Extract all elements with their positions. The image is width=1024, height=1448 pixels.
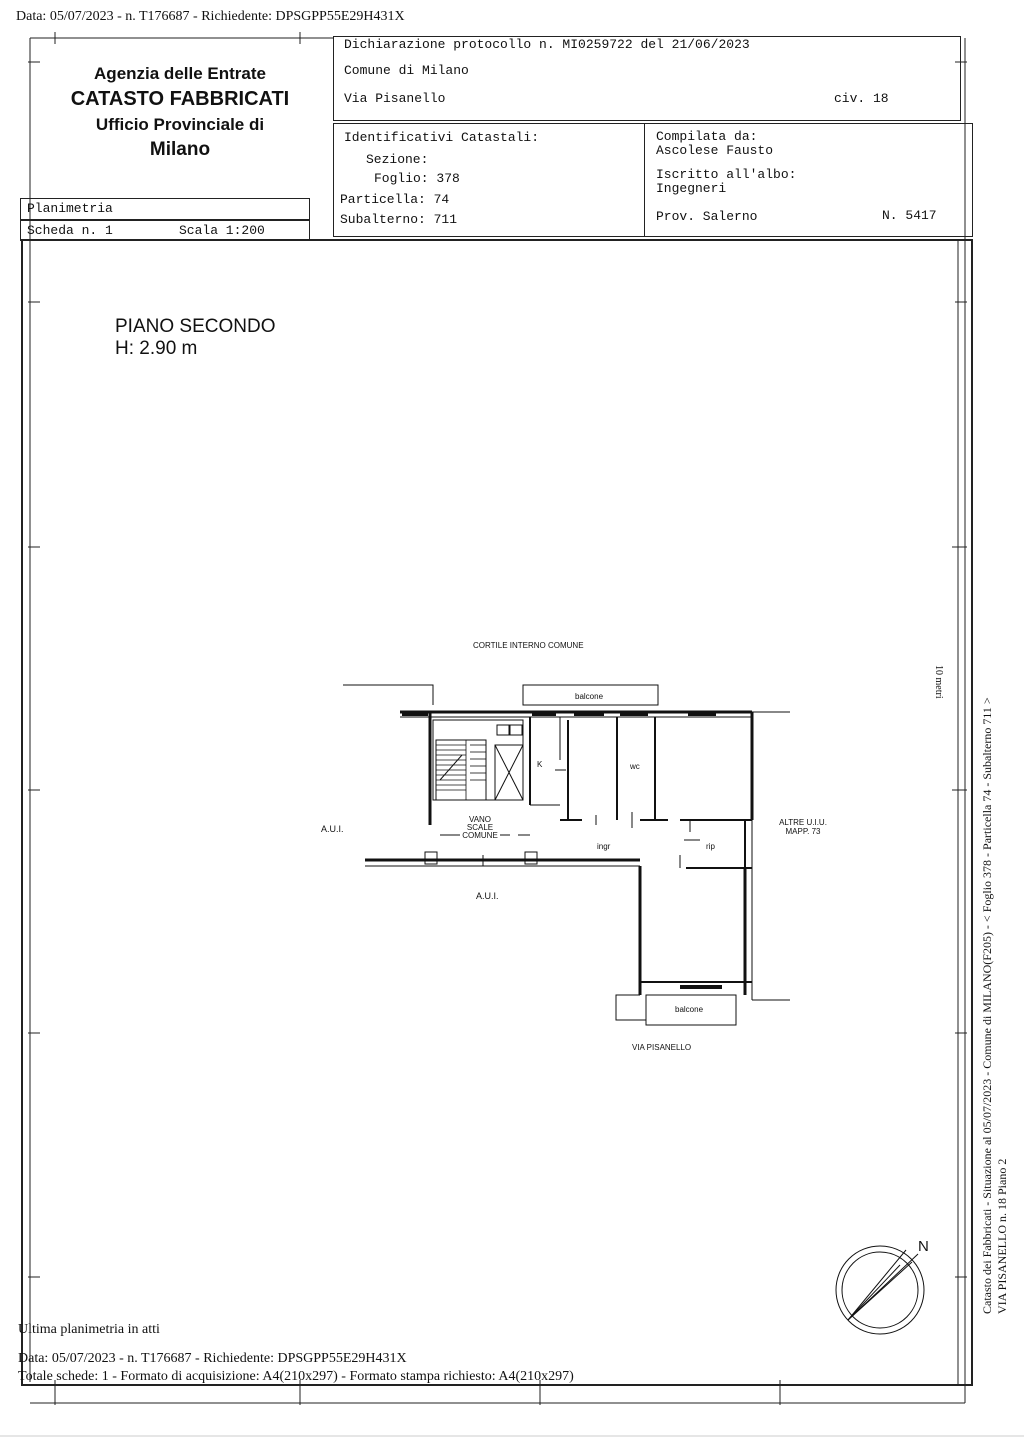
header-request-line: Data: 05/07/2023 - n. T176687 - Richiedente: DPSGPP55E29H431X: [16, 9, 405, 24]
aui-left-label: A.U.I.: [321, 824, 344, 834]
particella-field: Particella: 74: [340, 192, 450, 207]
north-label: N: [918, 1238, 929, 1255]
compiler-label: Compilata da:: [656, 129, 758, 144]
ingr-label: ingr: [597, 842, 611, 851]
altre-uiu-label: ALTRE U.I.U.: [779, 818, 827, 827]
foglio-field: Foglio: 378: [374, 171, 460, 186]
identifiers-heading: Identificativi Catastali:: [344, 130, 540, 145]
aui-bottom-label: A.U.I.: [476, 891, 499, 901]
via-pisanello-label: VIA PISANELLO: [632, 1043, 692, 1052]
side-address-text: VIA PISANELLO n. 18 Piano 2: [995, 1158, 1009, 1314]
ufficio-label: Ufficio Provinciale di: [95, 115, 265, 134]
sezione-field: Sezione:: [366, 152, 429, 167]
catasto-title: CATASTO FABBRICATI: [70, 88, 290, 110]
subalterno-field: Subalterno: 711: [340, 212, 458, 227]
planimetria-label: Planimetria: [27, 201, 113, 216]
north-arrow-icon: [836, 1246, 924, 1334]
balcone-bottom-label: balcone: [675, 1005, 704, 1014]
via-line: Via Pisanello: [344, 91, 446, 106]
comune-label: COMUNE: [462, 831, 498, 840]
scale-10-metri: 10 metri: [933, 665, 944, 699]
scala-label: Scala 1:200: [179, 223, 265, 238]
footer-data: Data: 05/07/2023 - n. T176687 - Richiedente: DPSGPP55E29H431X: [18, 1351, 407, 1366]
floor-name: PIANO SECONDO: [115, 316, 276, 337]
albo-number: N. 5417: [882, 208, 937, 223]
wc-label: wc: [630, 762, 640, 771]
civ-number: civ. 18: [834, 91, 889, 106]
page-bottom-shadow: [0, 1435, 1024, 1437]
albo-value: Ingegneri: [656, 181, 727, 196]
cortile-label: CORTILE INTERNO COMUNE: [473, 641, 584, 650]
footer-ultima: Ultima planimetria in atti: [18, 1322, 160, 1337]
comune-line: Comune di Milano: [344, 63, 469, 78]
mapp-label: MAPP. 73: [785, 827, 821, 836]
footer-totale: Totale schede: 1 - Formato di acquisizione: A4(210x297) - Formato stampa richiesto: A4(210x297): [18, 1369, 574, 1384]
floor-height: H: 2.90 m: [115, 338, 198, 359]
albo-label: Iscritto all'albo:: [656, 167, 797, 182]
prov-value: Prov. Salerno: [656, 209, 758, 224]
ufficio-city: Milano: [149, 139, 211, 160]
scheda-label: Scheda n. 1: [27, 223, 113, 238]
vano-label: VANO: [468, 815, 492, 824]
agency-name: Agenzia delle Entrate: [94, 64, 266, 83]
balcone-top-label: balcone: [575, 692, 604, 701]
rip-label: rip: [706, 842, 715, 851]
side-situazione-text: Catasto dei Fabbricati - Situazione al 05/07/2023 - Comune di MILANO(F205) - < Foglio 378 - Particella 74 - Subalterno 711 >: [980, 697, 994, 1314]
scale-label: SCALE: [466, 823, 494, 832]
kitchen-label: K: [537, 760, 543, 769]
protocol-line: Dichiarazione protocollo n. MI0259722 del 21/06/2023: [344, 37, 750, 52]
compiler-name: Ascolese Fausto: [656, 143, 774, 158]
